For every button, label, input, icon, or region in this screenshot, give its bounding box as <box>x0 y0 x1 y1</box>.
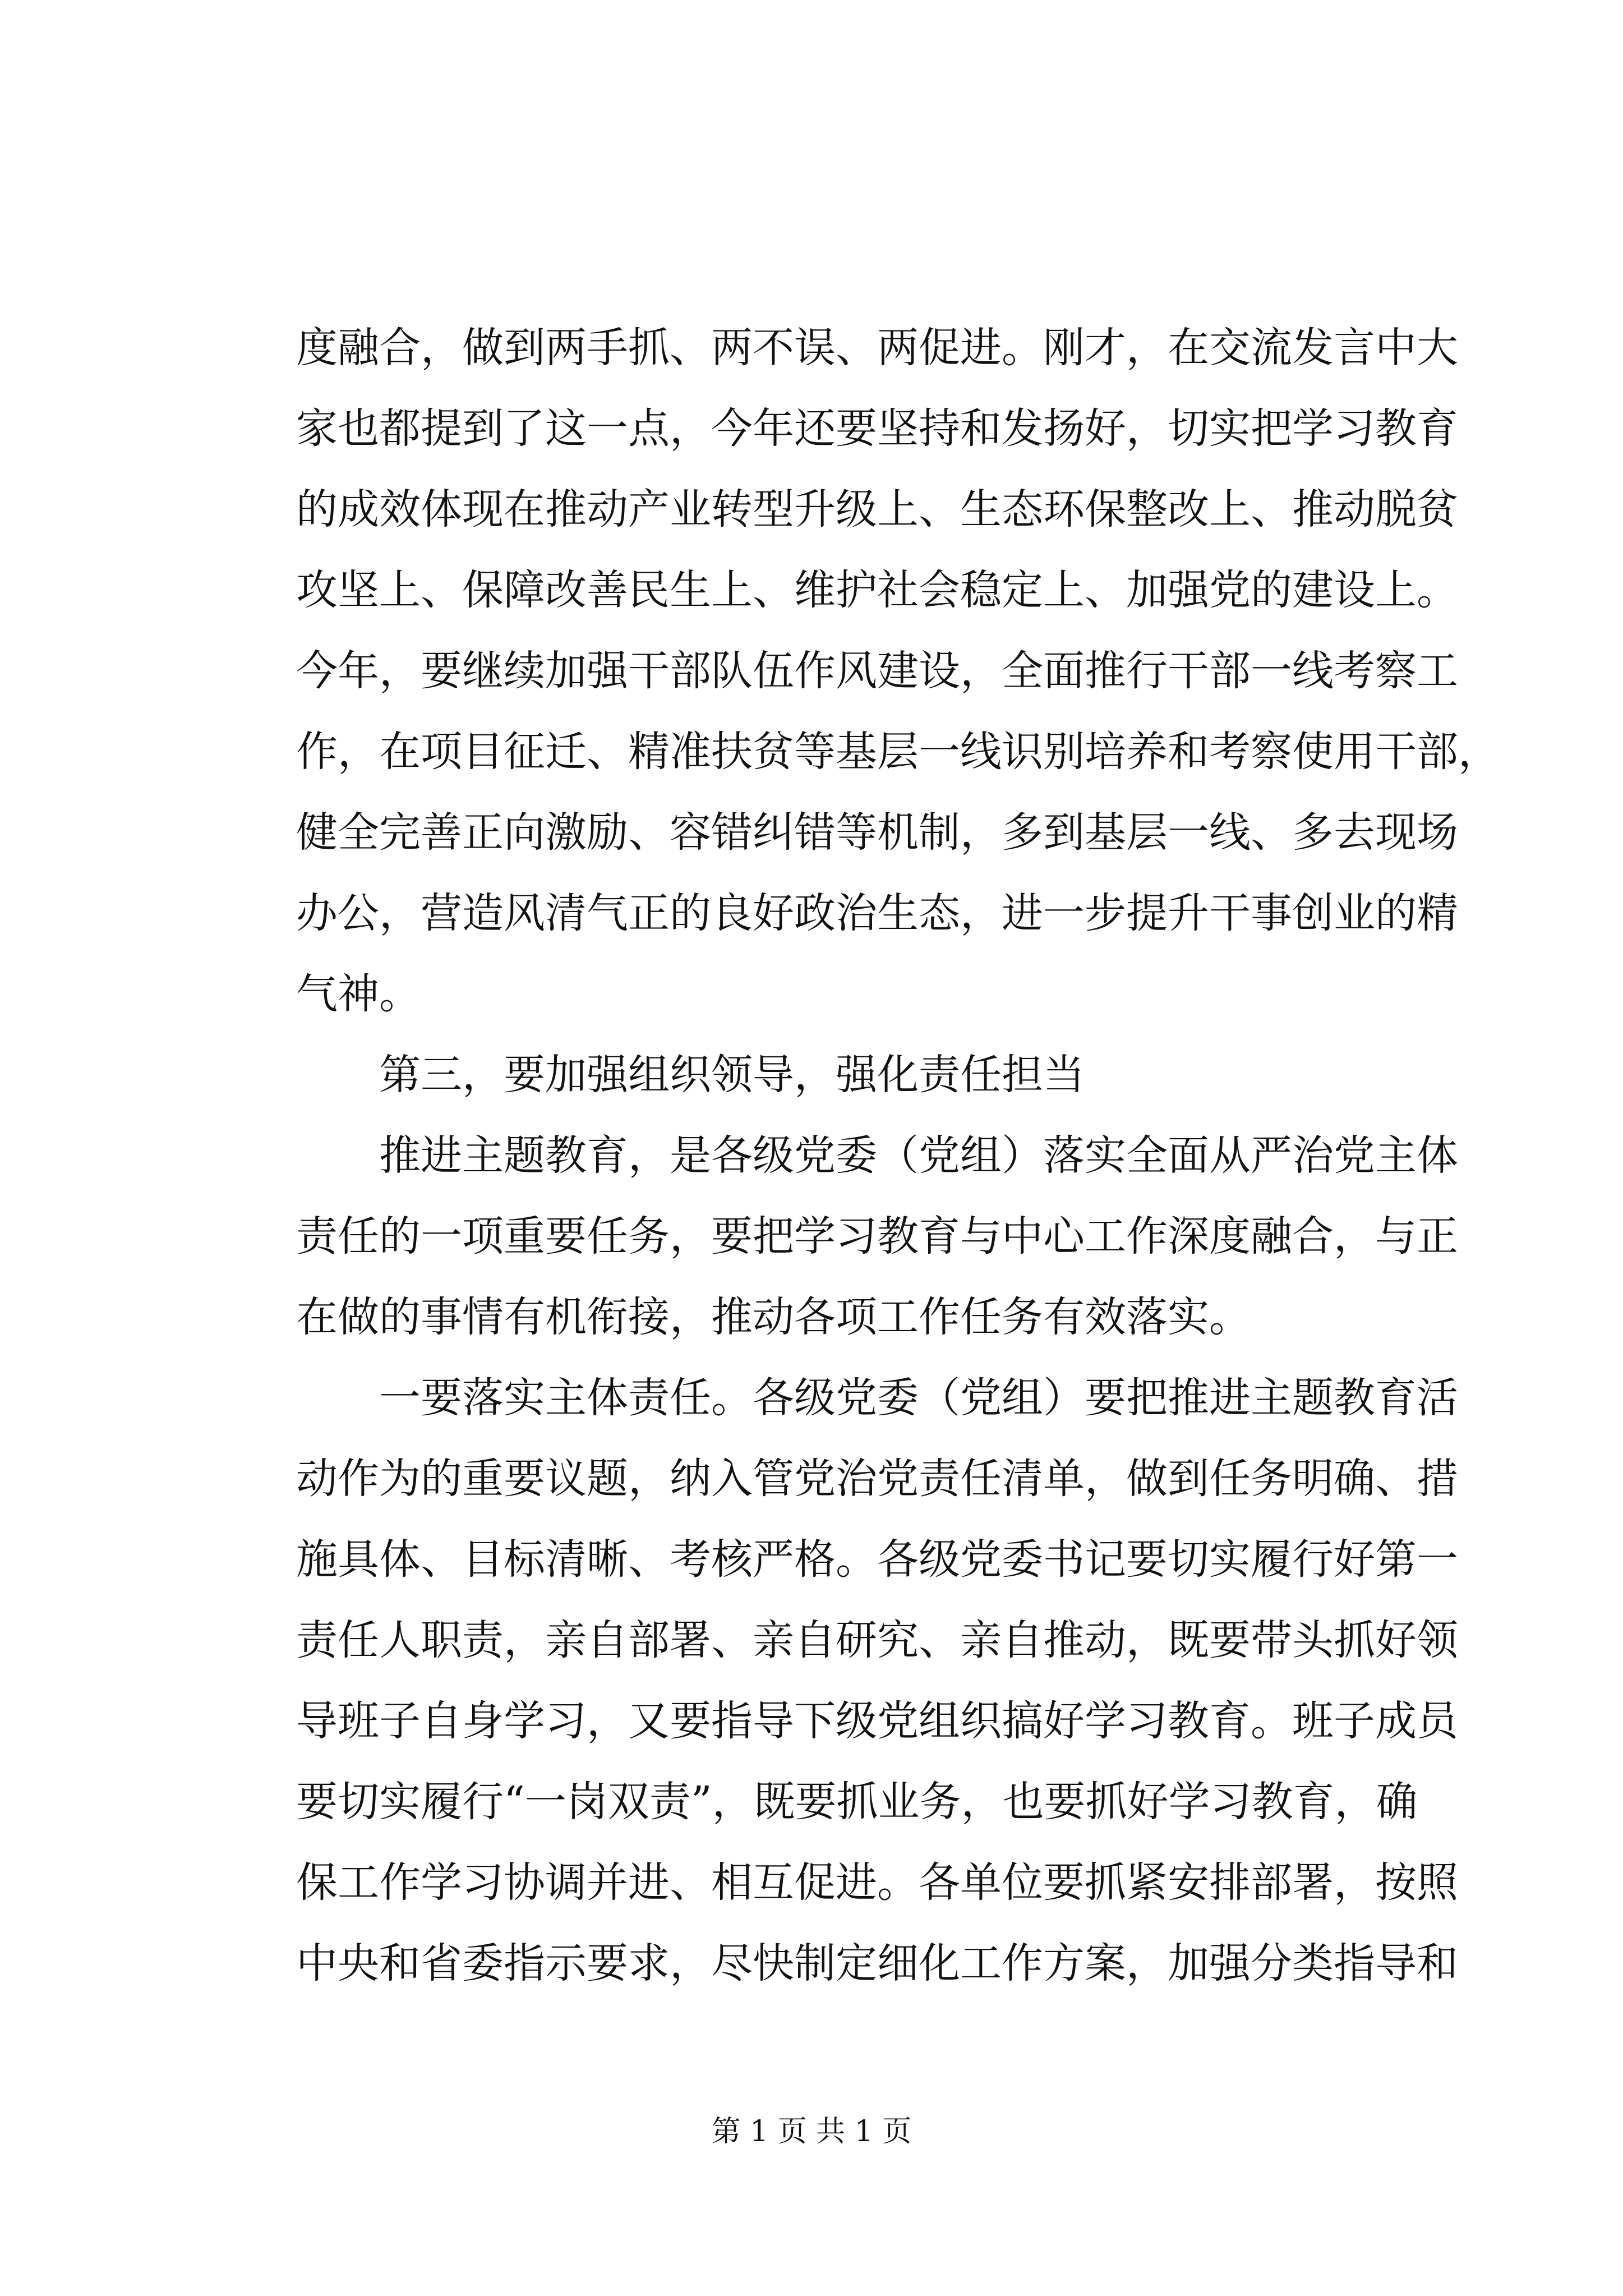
text-line: 度融合，做到两手抓、两不误、两促进。刚才，在交流发言中大 <box>296 324 1458 372</box>
paragraph-start: 一要落实主体责任。各级党委（党组）要把推进主题教育活 <box>379 1374 1458 1422</box>
text-line: 中央和省委指示要求，尽快制定细化工作方案，加强分类指导和 <box>296 1939 1458 1987</box>
text-line: 今年，要继续加强干部队伍作风建设，全面推行干部一线考察工 <box>296 647 1458 695</box>
document-body <box>296 307 1500 2004</box>
text-line: 要切实履行“一岗双责”，既要抓业务，也要抓好学习教育，确 <box>296 1778 1418 1826</box>
text-line: 责任的一项重要任务，要把学习教育与中心工作深度融合，与正 <box>296 1212 1458 1260</box>
text-line: 的成效体现在推动产业转型升级上、生态环保整改上、推动脱贫 <box>296 485 1458 533</box>
text-line: 健全完善正向激励、容错纠错等机制，多到基层一线、多去现场 <box>296 808 1458 857</box>
paragraph-start: 推进主题教育，是各级党委（党组）落实全面从严治党主体 <box>379 1131 1458 1180</box>
text-line: 在做的事情有机衔接，推动各项工作任务有效落实。 <box>296 1293 1251 1341</box>
text-line: 施具体、目标清晰、考核严格。各级党委书记要切实履行好第一 <box>296 1535 1458 1584</box>
text-line: 保工作学习协调并进、相互促进。各单位要抓紧安排部署，按照 <box>296 1858 1458 1907</box>
text-line: 气神。 <box>296 970 421 1018</box>
text-line: 导班子自身学习，又要指导下级党组织搞好学习教育。班子成员 <box>296 1697 1458 1745</box>
text-line: 家也都提到了这一点，今年还要坚持和发扬好，切实把学习教育 <box>296 404 1458 453</box>
text-line: 责任人职责，亲自部署、亲自研究、亲自推动，既要带头抓好领 <box>296 1616 1458 1664</box>
text-line: 办公，营造风清气正的良好政治生态，进一步提升干事创业的精 <box>296 889 1458 937</box>
page-footer: 第 1 页 共 1 页 <box>711 2115 912 2148</box>
text-line: 作，在项目征迁、精准扶贫等基层一线识别培养和考察使用干部， <box>296 728 1500 776</box>
text-line: 动作为的重要议题，纳入管党治党责任清单，做到任务明确、措 <box>296 1455 1458 1503</box>
text-line: 攻坚上、保障改善民生上、维护社会稳定上、加强党的建设上。 <box>296 566 1458 614</box>
section-heading: 第三，要加强组织领导，强化责任担当 <box>379 1051 1085 1099</box>
